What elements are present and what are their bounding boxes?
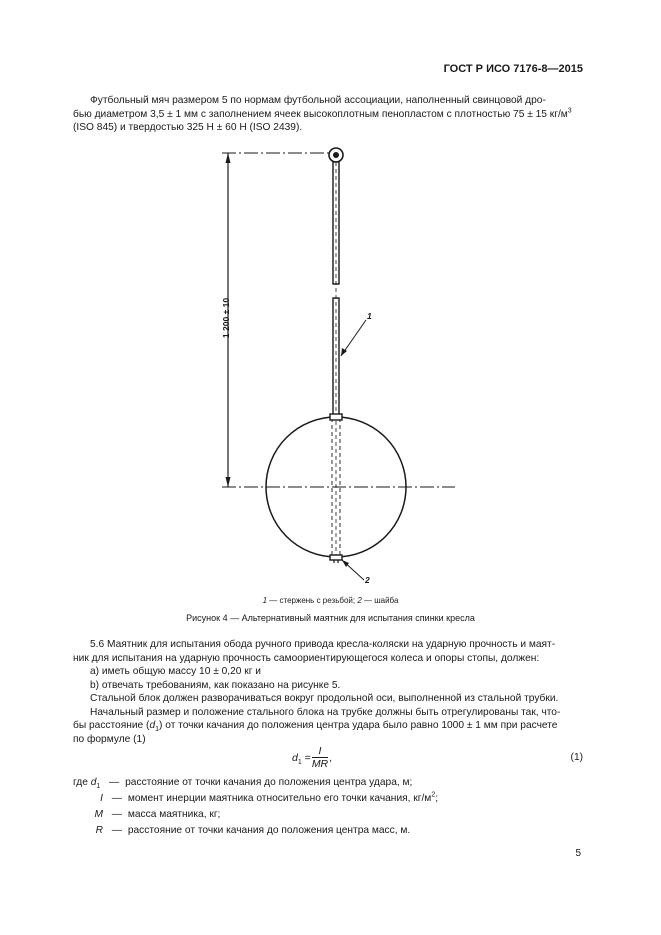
page-number: 5 [575,848,581,859]
formula-trail: , [329,752,333,764]
figure-legend [0,596,661,605]
where-text-r: расстояние от точки качания до положения центра масс, м. [127,825,411,836]
where-sym-r: R [95,825,103,836]
where-text-i: момент инерции маятника относительно его точки качания, кг/м [127,793,432,804]
paragraph-adjust-line-2a: бы расстояние ( [73,720,150,731]
list-item-b: b) отвечать требованиям, как показано на рисунке 5. [89,679,341,691]
legend-text-1: — стержень с резьбой; [267,596,358,605]
paragraph-adjust-line-2b: ) от точки качания до положения центра удара было равно 1000 ± 1 мм при расчете [159,720,558,731]
formula-denominator: MR [311,758,329,770]
formula-lhs-sub: 1 [297,759,302,767]
where-dash: — [109,777,120,788]
intro-line-2-sup: 3 [567,107,572,115]
where-text-i-sup: 2 [431,791,436,799]
pivot-center [333,152,339,158]
list-item-a: а) иметь общую массу 10 ± 0,20 кг и [89,666,261,677]
callout-1: 1 [367,311,372,321]
dimension-arrow-bottom [226,477,231,487]
where-row-d1 [73,776,412,789]
where-dash: — [111,825,122,836]
section-line-2: ник для испытания на ударную прочность самоориентирующегося колеса и опоры стопы, должен: [73,652,540,664]
legend-text-2: — шайба [361,596,399,605]
where-sym-i: I [100,793,103,804]
where-prefix: где [73,777,88,788]
intro-line-1: Футбольный мяч размером 5 по нормам футбольной ассоциации, наполненный свинцовой дро- [89,95,546,106]
where-row-r [73,824,410,837]
where-text-i-tail: ; [435,793,439,804]
section-line-1: 5.6 Маятник для испытания обода ручного привода кресла-коляски на ударную прочность и маят- [89,639,556,650]
intro-line-2: бью диаметром 3,5 ± 1 мм с заполнением ячеек высокоплотным пенопластом с плотностью 75 ± 15 кг/м [73,108,568,120]
formula-number: (1) [570,752,583,763]
legend-number-1: 1 [262,596,268,605]
paragraph-steel-block: Стальной блок должен разворачиваться вокруг продольной оси, выполненной из стальной трубки. [89,693,559,704]
washer-top [330,414,342,420]
formula-eq: = [301,752,311,764]
where-dash: — [111,809,122,820]
washer-bottom [330,555,342,560]
formula [292,746,332,770]
callout-2: 2 [365,575,370,585]
dimension-arrow-top [226,153,231,163]
paragraph-var-d: d [149,720,156,731]
where-sym-d-sub: 1 [96,783,101,791]
paragraph-adjust-line-1: Начальный размер и положение стального блока на трубке должны быть отрегулированы так, что- [89,706,561,718]
document-code: ГОСТ Р ИСО 7176-8—2015 [443,63,583,75]
intro-line-3: (ISO 845) и твердостью 325 Н ± 60 Н (ISO 2439). [73,122,303,133]
paragraph-adjust-line-3: по формуле (1) [73,733,146,745]
dimension-label: 1 200 ± 10 [221,297,231,339]
section-5-6 [73,638,588,746]
formula-numerator: I [312,746,328,758]
where-row-i [73,792,438,805]
where-row-m [73,808,220,821]
paragraph-var-d-sub: 1 [155,726,160,734]
formula-lhs-var: d [292,752,298,764]
where-sym-m: M [94,809,103,820]
figure-caption: Рисунок 4 — Альтернативный маятник для испытания спинки кресла [186,613,475,623]
where-text-d: расстояние от точки качания до положения центра удара, м; [125,777,413,788]
where-text-m: масса маятника, кг; [127,809,221,820]
rod-upper [333,162,339,284]
rod-lower [333,298,339,416]
where-sym-d: d [90,777,97,788]
where-dash: — [111,793,122,804]
legend-number-2: 2 [357,596,362,605]
